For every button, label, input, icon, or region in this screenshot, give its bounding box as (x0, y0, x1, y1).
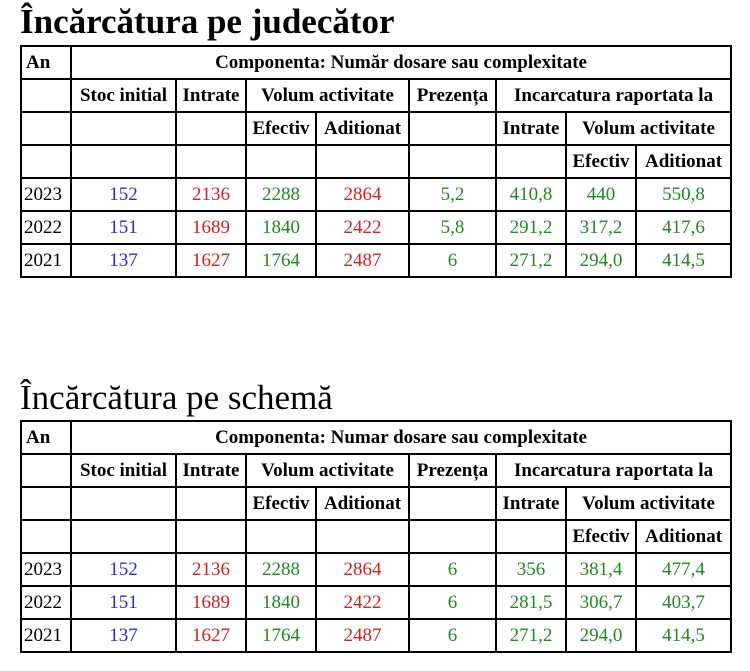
empty-cell (21, 145, 71, 178)
empty-cell (409, 520, 496, 553)
header-volum-activitate-raportat: Volum activitate (566, 487, 731, 520)
header-aditionat-raportat: Aditionat (636, 145, 731, 178)
cell-r-aditionat: 403,7 (636, 586, 731, 619)
header-efectiv: Efectiv (246, 487, 316, 520)
cell-efectiv: 1840 (246, 586, 316, 619)
table-row (21, 553, 731, 586)
cell-efectiv: 1764 (246, 244, 316, 277)
cell-r-aditionat: 414,5 (636, 619, 731, 652)
header-stoc-initial: Stoc initial (71, 79, 176, 112)
cell-r-efectiv: 381,4 (566, 553, 636, 586)
cell-r-efectiv: 294,0 (566, 244, 636, 277)
cell-r-efectiv: 317,2 (566, 211, 636, 244)
header-efectiv-raportat: Efectiv (566, 145, 636, 178)
empty-cell (246, 145, 316, 178)
empty-cell (176, 112, 246, 145)
empty-cell (71, 487, 176, 520)
table-row (21, 211, 731, 244)
header-aditionat: Aditionat (316, 112, 409, 145)
empty-cell (409, 112, 496, 145)
empty-cell (176, 520, 246, 553)
cell-stoc: 152 (71, 178, 176, 211)
cell-stoc: 152 (71, 553, 176, 586)
cell-stoc: 137 (71, 244, 176, 277)
cell-aditionat: 2487 (316, 244, 409, 277)
empty-cell (496, 145, 566, 178)
cell-efectiv: 1840 (246, 211, 316, 244)
header-aditionat-raportat: Aditionat (636, 520, 731, 553)
header-intrate-raportat: Intrate (496, 112, 566, 145)
cell-r-efectiv: 440 (566, 178, 636, 211)
table-row (21, 586, 731, 619)
header-volum-activitate-raportat: Volum activitate (566, 112, 731, 145)
page-title-judecator: Încărcătura pe judecător (20, 2, 395, 41)
cell-an: 2022 (21, 586, 71, 619)
cell-r-efectiv: 306,7 (566, 586, 636, 619)
empty-cell (21, 487, 71, 520)
header-componenta: Componenta: Numar dosare sau complexitate (71, 421, 731, 454)
empty-cell (21, 112, 71, 145)
cell-prezenta: 6 (409, 244, 496, 277)
empty-cell (71, 520, 176, 553)
header-efectiv: Efectiv (246, 112, 316, 145)
cell-intrate: 2136 (176, 553, 246, 586)
cell-r-aditionat: 550,8 (636, 178, 731, 211)
cell-prezenta: 6 (409, 553, 496, 586)
cell-r-efectiv: 294,0 (566, 619, 636, 652)
cell-efectiv: 2288 (246, 553, 316, 586)
cell-an: 2021 (21, 244, 71, 277)
table-schema (20, 420, 732, 653)
cell-prezenta: 6 (409, 586, 496, 619)
empty-cell (246, 520, 316, 553)
cell-an: 2023 (21, 178, 71, 211)
table-row (21, 178, 731, 211)
header-intrate: Intrate (176, 454, 246, 487)
cell-stoc: 151 (71, 586, 176, 619)
header-an: An (21, 46, 71, 79)
cell-an: 2023 (21, 553, 71, 586)
header-incarcatura-raportata: Incarcatura raportata la (496, 79, 731, 112)
empty-cell (71, 112, 176, 145)
cell-intrate: 1627 (176, 619, 246, 652)
cell-r-intrate: 271,2 (496, 619, 566, 652)
cell-prezenta: 5,2 (409, 178, 496, 211)
empty-cell (316, 145, 409, 178)
empty-cell (21, 454, 71, 487)
cell-r-intrate: 410,8 (496, 178, 566, 211)
cell-r-aditionat: 477,4 (636, 553, 731, 586)
cell-r-aditionat: 417,6 (636, 211, 731, 244)
header-volum-activitate: Volum activitate (246, 79, 409, 112)
cell-an: 2021 (21, 619, 71, 652)
cell-r-intrate: 356 (496, 553, 566, 586)
table-judecator (20, 45, 732, 278)
table-row (21, 619, 731, 652)
cell-aditionat: 2864 (316, 553, 409, 586)
cell-efectiv: 1764 (246, 619, 316, 652)
cell-r-intrate: 271,2 (496, 244, 566, 277)
cell-prezenta: 6 (409, 619, 496, 652)
empty-cell (21, 520, 71, 553)
empty-cell (316, 520, 409, 553)
cell-intrate: 1689 (176, 211, 246, 244)
header-efectiv-raportat: Efectiv (566, 520, 636, 553)
header-stoc-initial: Stoc initial (71, 454, 176, 487)
cell-r-intrate: 281,5 (496, 586, 566, 619)
header-componenta: Componenta: Număr dosare sau complexitate (71, 46, 731, 79)
header-incarcatura-raportata: Incarcatura raportata la (496, 454, 731, 487)
cell-aditionat: 2422 (316, 586, 409, 619)
cell-intrate: 1627 (176, 244, 246, 277)
cell-aditionat: 2864 (316, 178, 409, 211)
header-aditionat: Aditionat (316, 487, 409, 520)
cell-aditionat: 2487 (316, 619, 409, 652)
table-row (21, 244, 731, 277)
empty-cell (176, 145, 246, 178)
cell-aditionat: 2422 (316, 211, 409, 244)
cell-prezenta: 5,8 (409, 211, 496, 244)
cell-intrate: 1689 (176, 586, 246, 619)
empty-cell (176, 487, 246, 520)
cell-stoc: 151 (71, 211, 176, 244)
empty-cell (409, 487, 496, 520)
header-an: An (21, 421, 71, 454)
empty-cell (496, 520, 566, 553)
cell-r-intrate: 291,2 (496, 211, 566, 244)
empty-cell (409, 145, 496, 178)
page-title-schema: Încărcătura pe schemă (20, 378, 333, 417)
header-prezenta: Prezența (409, 454, 496, 487)
header-intrate-raportat: Intrate (496, 487, 566, 520)
cell-intrate: 2136 (176, 178, 246, 211)
header-prezenta: Prezența (409, 79, 496, 112)
empty-cell (21, 79, 71, 112)
cell-r-aditionat: 414,5 (636, 244, 731, 277)
cell-efectiv: 2288 (246, 178, 316, 211)
header-volum-activitate: Volum activitate (246, 454, 409, 487)
cell-an: 2022 (21, 211, 71, 244)
empty-cell (71, 145, 176, 178)
cell-stoc: 137 (71, 619, 176, 652)
header-intrate: Intrate (176, 79, 246, 112)
